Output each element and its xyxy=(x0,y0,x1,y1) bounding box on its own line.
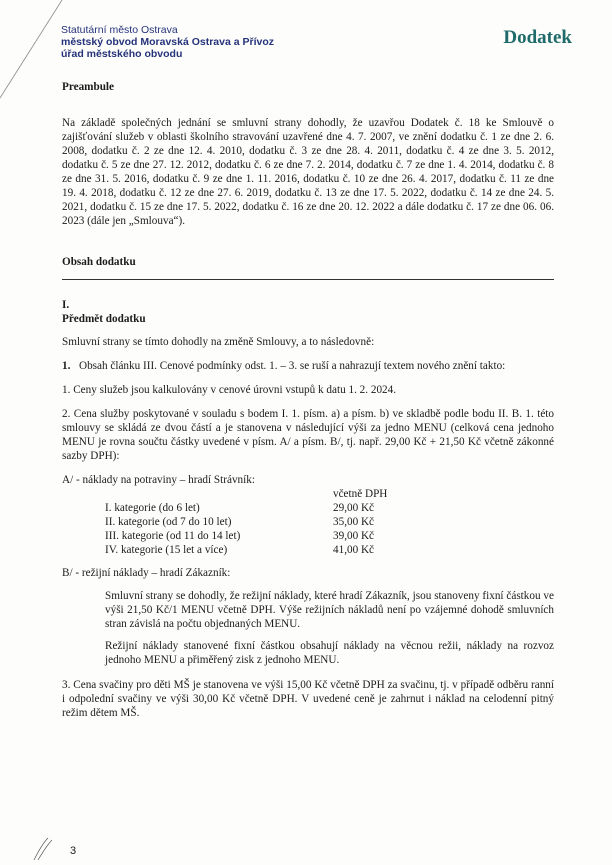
section-a-heading: A/ - náklady na potraviny – hradí Strávník: xyxy=(62,474,255,486)
document-title: Dodatek xyxy=(503,27,572,48)
page-number: 3 xyxy=(70,845,77,857)
list-item-number: 1. xyxy=(62,360,71,372)
preamble-text: Na základě společných jednání se smluvní strany dohodly, že uzavřou Dodatek č. 18 ke Smlouvě o zajišťování služeb v oblasti školního stravování uzavřené dne 4. 7. 2007, ve znění dodatku č. 1 ze dne 2. 6. 2008, dodatku č. 2 ze dne 12. 4. 2010, dodatku č. 3 ze dne 28. 4. 2011, dodatku č. 4 ze dne 3. 5. 2012, dodatku č. 5 ze dne 27. 12. 2012, dodatku č. 6 ze dne 7. 2. 2014, dodatku č. 7 ze dne 1. 4. 2014, dodatku č. 8 ze dne 31. 5. 2016, dodatku č. 9 ze dne 1. 11. 2016, dodatku č. 10 ze dne 26. 4. 2017, dodatku č. 11 ze dne 19. 4. 2018, dodatku č. 12 ze dne 27. 6. 2019, dodatku č. 13 ze dne 17. 5. 2022, dodatku č. 14 ze dne 24. 5. 2021, dodatku č. 15 ze dne 17. 5. 2022, dodatku č. 16 ze dne 20. 12. 2022 a dále dodatku č. 17 ze dne 06. 06. 2023 (dále jen „Smlouva“). xyxy=(62,117,554,227)
paragraph-1: 1. Ceny služeb jsou kalkulovány v cenové úrovni vstupů k datu 1. 2. 2024. xyxy=(62,384,397,396)
section-intro: Smluvní strany se tímto dohodly na změně Smlouvy, a to následovně: xyxy=(62,336,375,348)
table-row xyxy=(105,515,387,529)
table-row xyxy=(105,529,387,543)
preamble-heading: Preambule xyxy=(62,81,114,93)
section-b-paragraph-1: Smluvní strany se dohodly, že režijní náklady, které hradí Zákazník, jsou stanoveny fixní částkou ve výši 21,50 Kč/1 MENU včetně DPH. Výše režijních nákladů není po vzájemné dohodě smluvních stran závislá na počtu objednaných MENU. xyxy=(105,590,554,630)
price-cell: 35,00 Kč xyxy=(333,516,375,528)
category-cell: IV. kategorie (15 let a více) xyxy=(105,544,228,556)
section-b-paragraph-2: Režijní náklady stanovené fixní částkou obsahují náklady na věcnou režii, náklady na rozvoz jednoho MENU a přiměřený zisk z jednoho MENU. xyxy=(105,640,554,666)
price-cell: 29,00 Kč xyxy=(333,502,375,514)
section-number: I. xyxy=(62,299,70,311)
document-body xyxy=(62,80,554,720)
price-cell: 39,00 Kč xyxy=(333,530,375,542)
category-cell: II. kategorie (od 7 do 10 let) xyxy=(105,516,232,528)
letterhead xyxy=(61,24,401,60)
table-row xyxy=(105,501,387,515)
price-table xyxy=(105,487,387,557)
paragraph-2: 2. Cena služby poskytované v souladu s bodem I. 1. písm. a) a písm. b) ve skladbě podle bodu II. B. 1. této smlouvy se skládá ze dvou částí a je stanovena v následující výši za jedno MENU (celková cena jednoho MENU je rovna součtu částky uvedené v písm. A/ a písm. B/, tj. např. 29,00 Kč + 21,50 Kč včetně zákonné sazby DPH): xyxy=(62,408,554,462)
signature-mark xyxy=(30,834,70,862)
category-cell: III. kategorie (od 11 do 14 let) xyxy=(105,530,241,542)
list-item xyxy=(62,359,554,373)
paragraph-3: 3. Cena svačiny pro děti MŠ je stanovena ve výši 15,00 Kč včetně DPH za svačinu, tj. v případě odběru ranní i odpolední svačiny ve výši 30,00 Kč včetně DPH. V uvedené ceně je zahrnut i náklad na celodenní pitný režim dětem MŠ. xyxy=(62,679,554,719)
margin-pen-stroke xyxy=(0,0,70,100)
price-cell: 41,00 Kč xyxy=(333,544,375,556)
org-line-2: městský obvod Moravská Ostrava a Přívoz xyxy=(61,36,275,48)
category-cell: I. kategorie (do 6 let) xyxy=(105,502,200,514)
org-line-3: úřad městského obvodu xyxy=(61,48,183,60)
contents-heading: Obsah dodatku xyxy=(62,256,136,268)
divider xyxy=(62,279,554,280)
org-line-1: Statutární město Ostrava xyxy=(61,24,178,36)
table-row xyxy=(105,543,387,557)
list-item-text: Obsah článku III. Cenové podmínky odst. 1. – 3. se ruší a nahrazují textem nového znění takto: xyxy=(79,360,506,372)
section-heading: Předmět dodatku xyxy=(62,313,146,325)
vat-column-header: včetně DPH xyxy=(333,488,388,500)
section-b-heading: B/ - režijní náklady – hradí Zákazník: xyxy=(62,567,231,579)
